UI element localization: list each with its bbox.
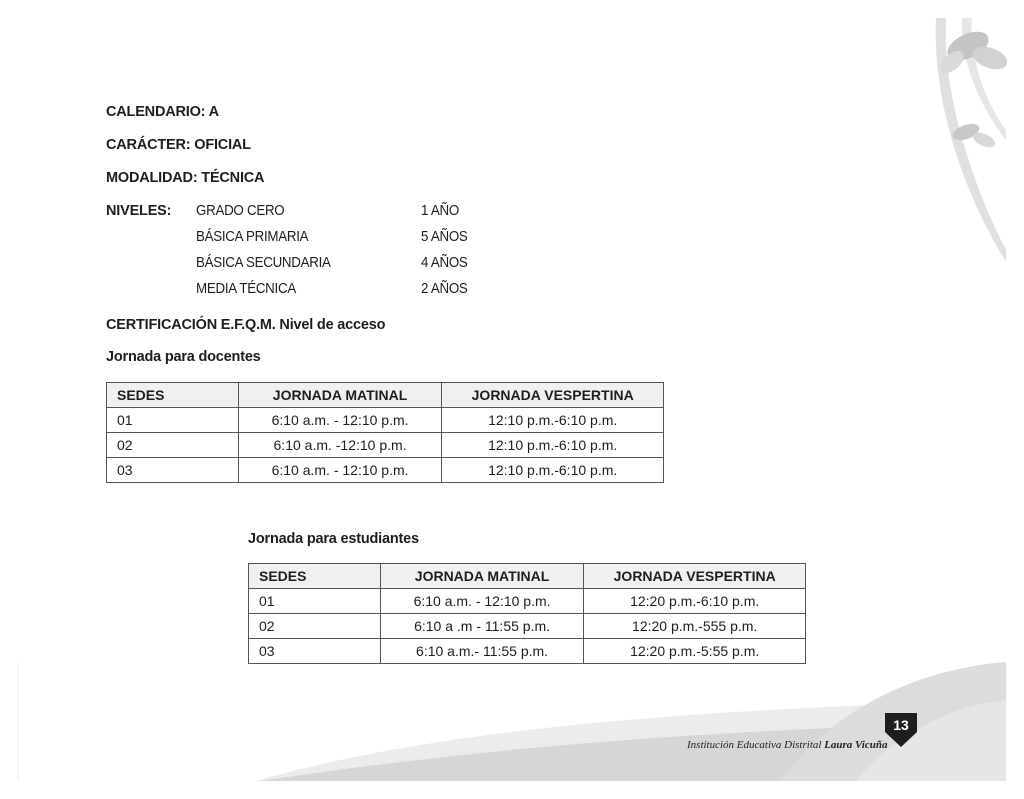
table-cell: 12:10 p.m.-6:10 p.m. xyxy=(442,458,664,483)
table-row xyxy=(249,639,806,664)
estudiantes-table xyxy=(248,563,806,664)
estudiantes-title: Jornada para estudiantes xyxy=(248,531,419,547)
table-cell: 01 xyxy=(107,408,239,433)
nivel-name: MEDIA TÉCNICA xyxy=(196,281,296,297)
page-number: 13 xyxy=(893,717,909,733)
nivel-name: BÁSICA PRIMARIA xyxy=(196,229,309,245)
table-cell: 6:10 a.m. - 12:10 p.m. xyxy=(238,408,442,433)
calendario-label: CALENDARIO xyxy=(106,104,201,120)
header-cell: JORNADA VESPERTINA xyxy=(442,383,664,408)
table-cell: 6:10 a.m. -12:10 p.m. xyxy=(238,433,442,458)
modalidad-value: TÉCNICA xyxy=(201,170,265,186)
table-cell: 02 xyxy=(107,433,239,458)
table-header-row xyxy=(249,564,806,589)
docentes-title: Jornada para docentes xyxy=(106,349,261,365)
niveles-label: NIVELES: xyxy=(106,203,172,219)
nivel-duration: 1 AÑO xyxy=(421,203,459,219)
table-row xyxy=(249,589,806,614)
table-cell: 6:10 a.m. - 12:10 p.m. xyxy=(238,458,442,483)
table-cell: 03 xyxy=(107,458,239,483)
caracter-field: CARÁCTER: OFICIAL xyxy=(106,137,251,153)
docentes-table xyxy=(106,382,664,483)
modalidad-label: MODALIDAD xyxy=(106,170,193,186)
table-cell: 6:10 a .m - 11:55 p.m. xyxy=(380,614,584,639)
certificacion-heading: CERTIFICACIÓN E.F.Q.M. Nivel de acceso xyxy=(106,317,386,333)
table-cell: 01 xyxy=(249,589,381,614)
footer-school-name: Laura Vicuña xyxy=(824,739,888,751)
footer-institution xyxy=(687,739,887,751)
table-cell: 12:20 p.m.-5:55 p.m. xyxy=(584,639,806,664)
flower-decoration xyxy=(936,18,1011,262)
table-row xyxy=(107,408,664,433)
caracter-value: OFICIAL xyxy=(194,137,251,153)
table-cell: 12:20 p.m.-6:10 p.m. xyxy=(584,589,806,614)
page-number-badge xyxy=(884,712,918,748)
table-cell: 12:10 p.m.-6:10 p.m. xyxy=(442,433,664,458)
header-cell: SEDES xyxy=(249,564,381,589)
header-cell: JORNADA VESPERTINA xyxy=(584,564,806,589)
table-cell: 02 xyxy=(249,614,381,639)
table-cell: 6:10 a.m. - 12:10 p.m. xyxy=(380,589,584,614)
header-cell: JORNADA MATINAL xyxy=(380,564,584,589)
header-cell: SEDES xyxy=(107,383,239,408)
header-cell: JORNADA MATINAL xyxy=(238,383,442,408)
table-row xyxy=(107,433,664,458)
table-header-row xyxy=(107,383,664,408)
calendario-field: CALENDARIO: A xyxy=(106,104,219,120)
table-cell: 03 xyxy=(249,639,381,664)
nivel-name: BÁSICA SECUNDARIA xyxy=(196,255,331,271)
table-cell: 12:10 p.m.-6:10 p.m. xyxy=(442,408,664,433)
table-row xyxy=(249,614,806,639)
table-cell: 12:20 p.m.-555 p.m. xyxy=(584,614,806,639)
table-cell: 6:10 a.m.- 11:55 p.m. xyxy=(380,639,584,664)
modalidad-field: MODALIDAD: TÉCNICA xyxy=(106,170,265,186)
caracter-label: CARÁCTER xyxy=(106,137,186,153)
nivel-name: GRADO CERO xyxy=(196,203,285,219)
nivel-duration: 4 AÑOS xyxy=(421,255,468,271)
calendario-value: A xyxy=(208,104,219,120)
table-row xyxy=(107,458,664,483)
nivel-duration: 2 AÑOS xyxy=(421,281,468,297)
footer-institution-text: Institución Educativa Distrital xyxy=(687,739,822,751)
nivel-duration: 5 AÑOS xyxy=(421,229,468,245)
